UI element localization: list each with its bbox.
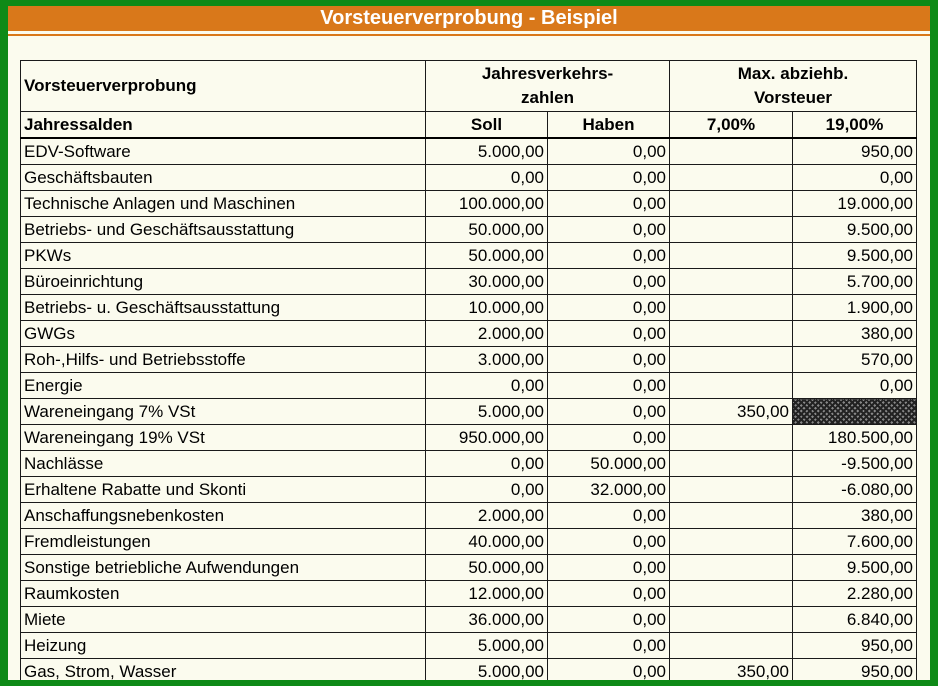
vst-7-cell[interactable] <box>670 503 793 529</box>
vst-19-cell[interactable]: 0,00 <box>793 165 917 191</box>
table-row <box>21 633 917 659</box>
soll-cell[interactable]: 36.000,00 <box>426 607 548 633</box>
vst-7-cell[interactable] <box>670 633 793 659</box>
haben-cell[interactable]: 0,00 <box>548 607 670 633</box>
haben-cell[interactable]: 0,00 <box>548 347 670 373</box>
row-label-cell[interactable]: Nachlässe <box>21 451 426 477</box>
haben-cell[interactable]: 0,00 <box>548 243 670 269</box>
row-label-cell[interactable]: Fremdleistungen <box>21 529 426 555</box>
vorsteuer-table <box>20 60 917 680</box>
haben-cell[interactable]: 0,00 <box>548 633 670 659</box>
table-row <box>21 217 917 243</box>
page-title: Vorsteuerverprobung - Beispiel <box>8 6 930 31</box>
vst-19-cell[interactable]: 180.500,00 <box>793 425 917 451</box>
soll-cell[interactable]: 40.000,00 <box>426 529 548 555</box>
vst-19-cell[interactable]: 2.280,00 <box>793 581 917 607</box>
header-jahressalden[interactable]: Jahressalden <box>21 112 426 139</box>
haben-cell[interactable]: 50.000,00 <box>548 451 670 477</box>
row-label-cell[interactable]: PKWs <box>21 243 426 269</box>
row-label-cell[interactable]: Technische Anlagen und Maschinen <box>21 191 426 217</box>
soll-cell[interactable]: 5.000,00 <box>426 138 548 165</box>
vst-19-cell[interactable]: 950,00 <box>793 633 917 659</box>
row-label-cell[interactable]: Miete <box>21 607 426 633</box>
vst-19-cell[interactable]: -9.500,00 <box>793 451 917 477</box>
sheet-frame <box>8 6 930 680</box>
haben-cell[interactable]: 0,00 <box>548 191 670 217</box>
haben-cell[interactable]: 0,00 <box>548 529 670 555</box>
header-title-cell[interactable]: Vorsteuerverprobung <box>21 61 426 112</box>
header-group1-line2: zahlen <box>521 88 574 107</box>
vst-7-cell[interactable] <box>670 477 793 503</box>
row-label-cell[interactable]: Geschäftsbauten <box>21 165 426 191</box>
row-label-cell[interactable]: GWGs <box>21 321 426 347</box>
vst-7-cell[interactable] <box>670 321 793 347</box>
vst-19-cell[interactable]: 7.600,00 <box>793 529 917 555</box>
vst-7-cell[interactable] <box>670 529 793 555</box>
vst-7-cell[interactable] <box>670 347 793 373</box>
table-row <box>21 347 917 373</box>
haben-cell[interactable]: 32.000,00 <box>548 477 670 503</box>
vst-19-cell[interactable]: 950,00 <box>793 138 917 165</box>
vst-7-cell[interactable] <box>670 217 793 243</box>
table-row <box>21 529 917 555</box>
haben-cell[interactable]: 0,00 <box>548 165 670 191</box>
table-row <box>21 477 917 503</box>
row-label-cell[interactable]: Heizung <box>21 633 426 659</box>
table-row <box>21 503 917 529</box>
haben-cell[interactable]: 0,00 <box>548 425 670 451</box>
header-row-2 <box>21 112 917 139</box>
header-soll[interactable]: Soll <box>426 112 548 139</box>
haben-cell[interactable]: 0,00 <box>548 555 670 581</box>
vst-19-cell[interactable]: 1.900,00 <box>793 295 917 321</box>
vst-7-cell[interactable] <box>670 295 793 321</box>
vst-19-cell[interactable]: 380,00 <box>793 321 917 347</box>
header-row-1 <box>21 61 917 112</box>
table-row <box>21 373 917 399</box>
haben-cell[interactable]: 0,00 <box>548 373 670 399</box>
table-row <box>21 165 917 191</box>
vst-19-cell[interactable]: 5.700,00 <box>793 269 917 295</box>
soll-cell[interactable]: 0,00 <box>426 165 548 191</box>
vst-7-cell[interactable] <box>670 138 793 165</box>
haben-cell[interactable]: 0,00 <box>548 269 670 295</box>
vst-19-cell[interactable]: -6.080,00 <box>793 477 917 503</box>
haben-cell[interactable]: 0,00 <box>548 581 670 607</box>
row-label-cell[interactable]: Anschaffungsnebenkosten <box>21 503 426 529</box>
vst-19-cell[interactable]: 0,00 <box>793 373 917 399</box>
table-row <box>21 425 917 451</box>
table-row <box>21 659 917 681</box>
vst-19-cell[interactable] <box>793 399 917 425</box>
soll-cell[interactable]: 5.000,00 <box>426 633 548 659</box>
soll-cell[interactable]: 2.000,00 <box>426 503 548 529</box>
row-label-cell[interactable]: Sonstige betriebliche Aufwendungen <box>21 555 426 581</box>
row-label-cell[interactable]: Roh-,Hilfs- und Betriebsstoffe <box>21 347 426 373</box>
soll-cell[interactable]: 100.000,00 <box>426 191 548 217</box>
soll-cell[interactable]: 0,00 <box>426 451 548 477</box>
table-row <box>21 607 917 633</box>
haben-cell[interactable]: 0,00 <box>548 138 670 165</box>
header-19-percent[interactable]: 19,00% <box>793 112 917 139</box>
table-row <box>21 321 917 347</box>
row-label-cell[interactable]: Wareneingang 19% VSt <box>21 425 426 451</box>
row-label-cell[interactable]: Gas, Strom, Wasser <box>21 659 426 681</box>
soll-cell[interactable]: 5.000,00 <box>426 399 548 425</box>
vst-19-cell[interactable]: 9.500,00 <box>793 555 917 581</box>
vst-19-cell[interactable]: 570,00 <box>793 347 917 373</box>
vst-7-cell[interactable] <box>670 373 793 399</box>
header-group2-line2: Vorsteuer <box>753 88 833 107</box>
vst-7-cell[interactable]: 350,00 <box>670 659 793 681</box>
vst-19-cell[interactable]: 19.000,00 <box>793 191 917 217</box>
haben-cell[interactable]: 0,00 <box>548 399 670 425</box>
row-label-cell[interactable]: EDV-Software <box>21 138 426 165</box>
row-label-cell[interactable]: Erhaltene Rabatte und Skonti <box>21 477 426 503</box>
haben-cell[interactable]: 0,00 <box>548 321 670 347</box>
haben-cell[interactable]: 0,00 <box>548 295 670 321</box>
soll-cell[interactable]: 2.000,00 <box>426 321 548 347</box>
table-row <box>21 555 917 581</box>
table-row <box>21 451 917 477</box>
table-row <box>21 138 917 165</box>
soll-cell[interactable]: 10.000,00 <box>426 295 548 321</box>
soll-cell[interactable]: 50.000,00 <box>426 217 548 243</box>
vst-7-cell[interactable] <box>670 269 793 295</box>
soll-cell[interactable]: 50.000,00 <box>426 243 548 269</box>
vst-19-cell[interactable]: 380,00 <box>793 503 917 529</box>
soll-cell[interactable]: 50.000,00 <box>426 555 548 581</box>
vst-19-cell[interactable]: 9.500,00 <box>793 217 917 243</box>
soll-cell[interactable]: 12.000,00 <box>426 581 548 607</box>
vst-19-cell[interactable]: 6.840,00 <box>793 607 917 633</box>
table-row <box>21 191 917 217</box>
vst-19-cell[interactable]: 950,00 <box>793 659 917 681</box>
soll-cell[interactable]: 30.000,00 <box>426 269 548 295</box>
header-group1-line1: Jahresverkehrs- <box>481 64 614 83</box>
vst-7-cell[interactable] <box>670 243 793 269</box>
vst-7-cell[interactable] <box>670 425 793 451</box>
header-group-jahresverkehrszahlen[interactable] <box>426 61 670 112</box>
haben-cell[interactable]: 0,00 <box>548 503 670 529</box>
row-label-cell[interactable]: Raumkosten <box>21 581 426 607</box>
vst-7-cell[interactable] <box>670 451 793 477</box>
header-group-max-vorsteuer[interactable] <box>670 61 917 112</box>
header-haben[interactable]: Haben <box>548 112 670 139</box>
title-divider <box>8 34 930 36</box>
soll-cell[interactable]: 0,00 <box>426 373 548 399</box>
vst-7-cell[interactable]: 350,00 <box>670 399 793 425</box>
vst-7-cell[interactable] <box>670 607 793 633</box>
vst-7-cell[interactable] <box>670 555 793 581</box>
haben-cell[interactable]: 0,00 <box>548 659 670 681</box>
row-label-cell[interactable]: Büroeinrichtung <box>21 269 426 295</box>
vst-7-cell[interactable] <box>670 165 793 191</box>
table-row <box>21 295 917 321</box>
vst-7-cell[interactable] <box>670 191 793 217</box>
header-group2-line1: Max. abziehb. <box>737 64 849 83</box>
soll-cell[interactable]: 5.000,00 <box>426 659 548 681</box>
row-label-cell[interactable]: Wareneingang 7% VSt <box>21 399 426 425</box>
haben-cell[interactable]: 0,00 <box>548 217 670 243</box>
table-row <box>21 399 917 425</box>
soll-cell[interactable]: 950.000,00 <box>426 425 548 451</box>
vst-7-cell[interactable] <box>670 581 793 607</box>
table-row <box>21 269 917 295</box>
table-row <box>21 581 917 607</box>
soll-cell[interactable]: 0,00 <box>426 477 548 503</box>
soll-cell[interactable]: 3.000,00 <box>426 347 548 373</box>
table-row <box>21 243 917 269</box>
row-label-cell[interactable]: Energie <box>21 373 426 399</box>
vst-19-cell[interactable]: 9.500,00 <box>793 243 917 269</box>
row-label-cell[interactable]: Betriebs- und Geschäftsausstattung <box>21 217 426 243</box>
header-7-percent[interactable]: 7,00% <box>670 112 793 139</box>
row-label-cell[interactable]: Betriebs- u. Geschäftsausstattung <box>21 295 426 321</box>
